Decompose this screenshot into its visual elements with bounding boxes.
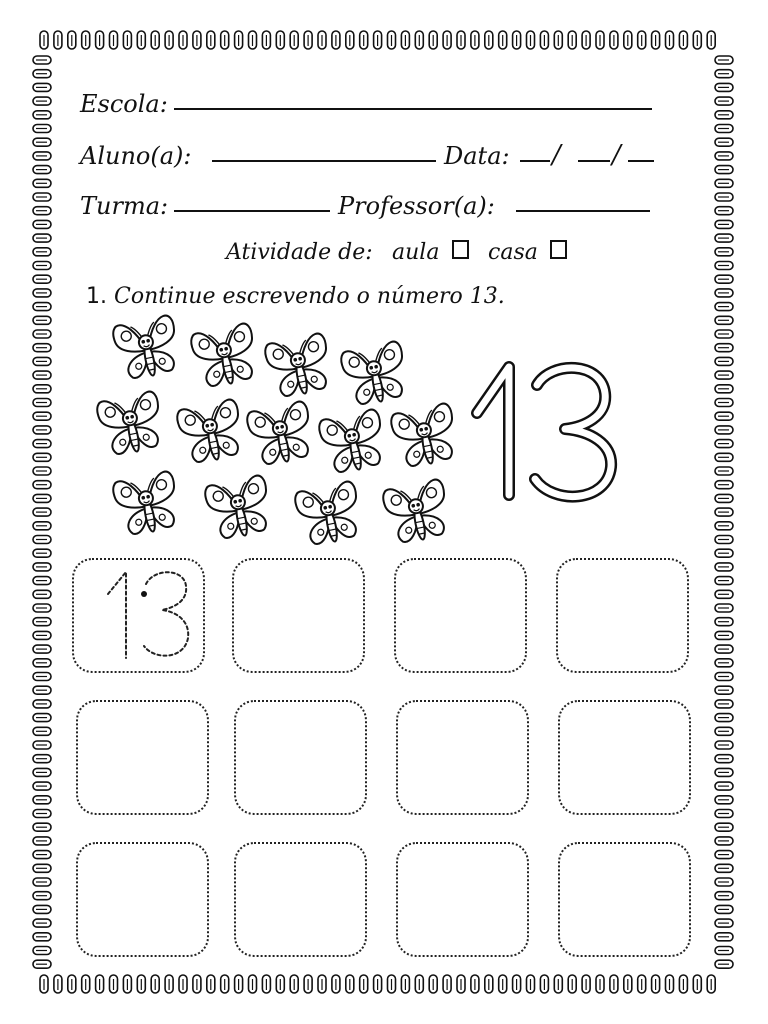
paperclip-icon bbox=[540, 31, 548, 49]
paperclip-icon bbox=[33, 138, 51, 146]
paperclip-icon bbox=[715, 947, 733, 955]
paperclip-icon bbox=[715, 494, 733, 502]
paperclip-icon bbox=[33, 303, 51, 311]
paperclip-icon bbox=[715, 796, 733, 804]
paperclip-icon bbox=[715, 97, 733, 105]
paperclip-icon bbox=[33, 83, 51, 91]
paperclip-icon bbox=[33, 590, 51, 598]
school-line[interactable] bbox=[174, 108, 652, 110]
paperclip-icon bbox=[679, 975, 687, 993]
paperclip-icon bbox=[33, 604, 51, 612]
paperclip-icon bbox=[33, 152, 51, 160]
paperclip-icon bbox=[715, 631, 733, 639]
exercise-instruction bbox=[86, 284, 505, 309]
activity-option-class: aula bbox=[392, 240, 440, 265]
butterfly-icon bbox=[317, 408, 388, 476]
paperclip-icon bbox=[715, 289, 733, 297]
paperclip-icon bbox=[33, 919, 51, 927]
paperclip-icon bbox=[33, 467, 51, 475]
paperclip-icon bbox=[715, 563, 733, 571]
paperclip-icon bbox=[33, 179, 51, 187]
paperclip-icon bbox=[33, 823, 51, 831]
paperclip-icon bbox=[610, 31, 618, 49]
teacher-line[interactable] bbox=[516, 210, 650, 212]
paperclip-icon bbox=[346, 975, 354, 993]
paperclip-icon bbox=[596, 31, 604, 49]
paperclip-icon bbox=[715, 385, 733, 393]
paperclip-icon bbox=[68, 31, 76, 49]
paperclip-icon bbox=[715, 755, 733, 763]
paperclip-icon bbox=[715, 837, 733, 845]
paperclip-icon bbox=[33, 810, 51, 818]
paperclip-icon bbox=[715, 864, 733, 872]
paperclip-icon bbox=[96, 31, 104, 49]
exercise-number: 1. bbox=[86, 284, 107, 309]
paperclip-icon bbox=[715, 919, 733, 927]
paperclip-icon bbox=[652, 975, 660, 993]
paperclip-icon bbox=[471, 975, 479, 993]
paperclip-icon bbox=[221, 975, 229, 993]
paperclip-icon bbox=[715, 590, 733, 598]
paperclip-icon bbox=[318, 31, 326, 49]
trace-box-10[interactable] bbox=[234, 842, 367, 957]
paperclip-icon bbox=[715, 399, 733, 407]
paperclip-icon bbox=[33, 741, 51, 749]
paperclip-icon bbox=[276, 975, 284, 993]
paperclip-icon bbox=[332, 975, 340, 993]
paperclip-icon bbox=[179, 975, 187, 993]
paperclip-icon bbox=[568, 975, 576, 993]
paperclip-icon bbox=[443, 975, 451, 993]
paperclip-icon bbox=[388, 31, 396, 49]
paperclip-icon bbox=[33, 536, 51, 544]
paperclip-icon bbox=[715, 481, 733, 489]
paperclip-icon bbox=[262, 31, 270, 49]
paperclip-icon bbox=[33, 618, 51, 626]
paperclip-icon bbox=[33, 262, 51, 270]
butterfly-icon bbox=[293, 480, 364, 548]
paperclip-icon bbox=[33, 905, 51, 913]
paperclip-icon bbox=[33, 549, 51, 557]
paperclip-icon bbox=[715, 207, 733, 215]
paperclip-icon bbox=[33, 385, 51, 393]
paperclip-icon bbox=[715, 453, 733, 461]
paperclip-icon bbox=[33, 56, 51, 64]
trace-box-11[interactable] bbox=[396, 842, 529, 957]
paperclip-icon bbox=[137, 975, 145, 993]
paperclip-icon bbox=[235, 975, 243, 993]
paperclip-icon bbox=[360, 975, 368, 993]
paperclip-icon bbox=[443, 31, 451, 49]
date-label: Data: bbox=[444, 142, 510, 170]
paperclip-icon bbox=[33, 426, 51, 434]
paperclip-icon bbox=[82, 31, 90, 49]
trace-box-3[interactable] bbox=[394, 558, 527, 673]
paperclip-icon bbox=[415, 975, 423, 993]
paperclip-icon bbox=[33, 851, 51, 859]
trace-box-6[interactable] bbox=[234, 700, 367, 815]
paperclip-icon bbox=[33, 659, 51, 667]
date-slash-2: / bbox=[612, 140, 621, 170]
teacher-label: Professor(a): bbox=[338, 192, 495, 220]
paperclip-icon bbox=[429, 975, 437, 993]
paperclip-icon bbox=[715, 768, 733, 776]
paperclip-icon bbox=[638, 31, 646, 49]
paperclip-icon bbox=[110, 31, 118, 49]
paperclip-icon bbox=[33, 755, 51, 763]
paperclip-icon bbox=[33, 878, 51, 886]
paperclip-icon bbox=[33, 316, 51, 324]
paperclip-icon bbox=[715, 549, 733, 557]
paperclip-icon bbox=[33, 960, 51, 968]
butterfly-icon bbox=[111, 314, 182, 382]
paperclip-icon bbox=[33, 193, 51, 201]
paperclip-icon bbox=[33, 125, 51, 133]
paperclip-icon bbox=[715, 152, 733, 160]
paperclip-icon bbox=[33, 782, 51, 790]
paperclip-icon bbox=[165, 975, 173, 993]
paperclip-icon bbox=[715, 440, 733, 448]
paperclip-icon bbox=[110, 975, 118, 993]
paperclip-icon bbox=[318, 975, 326, 993]
paperclip-icon bbox=[715, 673, 733, 681]
activity-home-checkbox[interactable] bbox=[550, 240, 567, 259]
paperclip-icon bbox=[624, 31, 632, 49]
paperclip-icon bbox=[652, 31, 660, 49]
paperclip-icon bbox=[123, 975, 131, 993]
butterfly-icon bbox=[389, 402, 460, 470]
paperclip-icon bbox=[33, 727, 51, 735]
trace-box-4[interactable] bbox=[556, 558, 689, 673]
paperclip-icon bbox=[33, 234, 51, 242]
paperclip-icon bbox=[715, 508, 733, 516]
trace-box-1[interactable] bbox=[72, 558, 205, 673]
paperclip-icon bbox=[33, 97, 51, 105]
paperclip-icon bbox=[33, 645, 51, 653]
paperclip-icon bbox=[485, 31, 493, 49]
paperclip-icon bbox=[33, 673, 51, 681]
paperclip-icon bbox=[540, 975, 548, 993]
butterfly-group bbox=[90, 310, 470, 560]
paperclip-icon bbox=[332, 31, 340, 49]
paperclip-icon bbox=[33, 357, 51, 365]
paperclip-icon bbox=[33, 275, 51, 283]
paperclip-icon bbox=[249, 975, 257, 993]
butterfly-icon bbox=[175, 398, 246, 466]
paperclip-icon bbox=[715, 234, 733, 242]
paperclip-icon bbox=[527, 975, 535, 993]
paperclip-icon bbox=[715, 714, 733, 722]
paperclip-icon bbox=[715, 56, 733, 64]
butterfly-icon bbox=[189, 322, 260, 390]
paperclip-icon bbox=[499, 31, 507, 49]
paperclip-icon bbox=[679, 31, 687, 49]
paperclip-icon bbox=[554, 975, 562, 993]
paperclip-icon bbox=[715, 522, 733, 530]
paperclip-icon bbox=[33, 220, 51, 228]
paperclip-icon bbox=[715, 823, 733, 831]
paperclip-icon bbox=[40, 31, 48, 49]
paperclip-icon bbox=[33, 453, 51, 461]
paperclip-icon bbox=[33, 289, 51, 297]
school-label: Escola: bbox=[80, 90, 168, 118]
paperclip-icon bbox=[193, 975, 201, 993]
paperclip-icon bbox=[221, 31, 229, 49]
paperclip-icon bbox=[54, 31, 62, 49]
paperclip-icon bbox=[666, 975, 674, 993]
paperclip-icon bbox=[715, 700, 733, 708]
activity-class-checkbox[interactable] bbox=[452, 240, 469, 259]
paperclip-icon bbox=[360, 31, 368, 49]
paperclip-icon bbox=[715, 248, 733, 256]
paperclip-icon bbox=[707, 975, 715, 993]
paperclip-icon bbox=[33, 577, 51, 585]
paperclip-icon bbox=[68, 975, 76, 993]
paperclip-icon bbox=[715, 275, 733, 283]
paperclip-icon bbox=[33, 248, 51, 256]
paperclip-icon bbox=[715, 604, 733, 612]
paperclip-icon bbox=[33, 837, 51, 845]
paperclip-icon bbox=[388, 975, 396, 993]
paperclip-icon bbox=[33, 686, 51, 694]
paperclip-icon bbox=[624, 975, 632, 993]
paperclip-icon bbox=[54, 975, 62, 993]
paperclip-icon bbox=[137, 31, 145, 49]
trace-box-2[interactable] bbox=[232, 558, 365, 673]
paperclip-icon bbox=[715, 412, 733, 420]
paperclip-icon bbox=[151, 975, 159, 993]
butterfly-icon bbox=[95, 390, 166, 458]
paperclip-icon bbox=[33, 494, 51, 502]
paperclip-icon bbox=[290, 975, 298, 993]
paperclip-icon bbox=[715, 111, 733, 119]
paperclip-icon bbox=[715, 70, 733, 78]
paperclip-icon bbox=[715, 138, 733, 146]
paperclip-icon bbox=[33, 631, 51, 639]
paperclip-icon bbox=[715, 905, 733, 913]
paperclip-icon bbox=[707, 31, 715, 49]
paperclip-icon bbox=[715, 220, 733, 228]
paperclip-icon bbox=[415, 31, 423, 49]
trace-box-8[interactable] bbox=[558, 700, 691, 815]
paperclip-icon bbox=[596, 975, 604, 993]
paperclip-icon bbox=[582, 975, 590, 993]
paperclip-icon bbox=[693, 31, 701, 49]
paperclip-icon bbox=[715, 782, 733, 790]
paperclip-icon bbox=[715, 125, 733, 133]
paperclip-icon bbox=[33, 563, 51, 571]
paperclip-icon bbox=[249, 31, 257, 49]
paperclip-icon bbox=[304, 975, 312, 993]
paperclip-icon bbox=[429, 31, 437, 49]
paperclip-icon bbox=[715, 810, 733, 818]
paperclip-icon bbox=[513, 975, 521, 993]
paperclip-icon bbox=[610, 975, 618, 993]
activity-label: Atividade de: bbox=[226, 240, 373, 265]
paperclip-icon bbox=[513, 31, 521, 49]
class-label: Turma: bbox=[80, 192, 169, 220]
paperclip-icon bbox=[33, 522, 51, 530]
paperclip-icon bbox=[715, 933, 733, 941]
paperclip-icon bbox=[33, 70, 51, 78]
paperclip-icon bbox=[715, 357, 733, 365]
paperclip-icon bbox=[715, 262, 733, 270]
paperclip-icon bbox=[33, 399, 51, 407]
paperclip-icon bbox=[715, 960, 733, 968]
student-line[interactable] bbox=[212, 160, 436, 162]
paperclip-icon bbox=[485, 975, 493, 993]
paperclip-icon bbox=[33, 947, 51, 955]
paperclip-icon bbox=[151, 31, 159, 49]
paperclip-icon bbox=[582, 31, 590, 49]
paperclip-icon bbox=[33, 796, 51, 804]
paperclip-icon bbox=[401, 31, 409, 49]
paperclip-icon bbox=[715, 727, 733, 735]
paperclip-icon bbox=[568, 31, 576, 49]
paperclip-icon bbox=[290, 31, 298, 49]
paperclip-icon bbox=[499, 975, 507, 993]
paperclip-icon bbox=[33, 933, 51, 941]
date-slash-1: / bbox=[552, 140, 561, 170]
paperclip-icon bbox=[33, 714, 51, 722]
paperclip-icon bbox=[165, 31, 173, 49]
paperclip-icon bbox=[235, 31, 243, 49]
paperclip-icon bbox=[33, 440, 51, 448]
paperclip-icon bbox=[715, 741, 733, 749]
paperclip-icon bbox=[33, 864, 51, 872]
paperclip-icon bbox=[179, 31, 187, 49]
paperclip-icon bbox=[715, 166, 733, 174]
paperclip-icon bbox=[715, 659, 733, 667]
date-day-line[interactable] bbox=[520, 160, 550, 162]
butterfly-icon bbox=[245, 400, 316, 468]
paperclip-icon bbox=[471, 31, 479, 49]
paperclip-icon bbox=[715, 851, 733, 859]
paperclip-icon bbox=[527, 31, 535, 49]
paperclip-icon bbox=[193, 31, 201, 49]
paperclip-icon bbox=[33, 166, 51, 174]
paperclip-icon bbox=[638, 975, 646, 993]
paperclip-icon bbox=[40, 975, 48, 993]
paperclip-icon bbox=[33, 111, 51, 119]
paperclip-icon bbox=[666, 31, 674, 49]
paperclip-icon bbox=[33, 207, 51, 215]
paperclip-icon bbox=[715, 193, 733, 201]
butterfly-icon bbox=[339, 340, 410, 408]
paperclip-icon bbox=[457, 31, 465, 49]
paperclip-icon bbox=[715, 645, 733, 653]
paperclip-icon bbox=[715, 686, 733, 694]
featured-number-13 bbox=[465, 355, 625, 510]
date-year-line[interactable] bbox=[628, 160, 654, 162]
paperclip-icon bbox=[276, 31, 284, 49]
paperclip-icon bbox=[33, 481, 51, 489]
paperclip-icon bbox=[715, 467, 733, 475]
paperclip-icon bbox=[304, 31, 312, 49]
paperclip-icon bbox=[374, 975, 382, 993]
paperclip-icon bbox=[33, 371, 51, 379]
paperclip-icon bbox=[33, 330, 51, 338]
paperclip-icon bbox=[82, 975, 90, 993]
paperclip-icon bbox=[33, 508, 51, 516]
trace-box-9[interactable] bbox=[76, 842, 209, 957]
butterfly-icon bbox=[263, 332, 334, 400]
class-line[interactable] bbox=[174, 210, 330, 212]
paperclip-icon bbox=[715, 892, 733, 900]
paperclip-icon bbox=[401, 975, 409, 993]
traced-number-13 bbox=[74, 560, 203, 671]
paperclip-icon bbox=[457, 975, 465, 993]
butterfly-icon bbox=[111, 470, 182, 538]
student-label: Aluno(a): bbox=[80, 142, 192, 170]
date-month-line[interactable] bbox=[578, 160, 610, 162]
paperclip-icon bbox=[715, 303, 733, 311]
paperclip-icon bbox=[715, 179, 733, 187]
paperclip-icon bbox=[715, 878, 733, 886]
paperclip-icon bbox=[554, 31, 562, 49]
paperclip-icon bbox=[715, 344, 733, 352]
paperclip-icon bbox=[262, 975, 270, 993]
paperclip-icon bbox=[207, 975, 215, 993]
paperclip-icon bbox=[715, 330, 733, 338]
paperclip-icon bbox=[33, 892, 51, 900]
paperclip-icon bbox=[715, 426, 733, 434]
paperclip-icon bbox=[374, 31, 382, 49]
paperclip-icon bbox=[33, 700, 51, 708]
paperclip-icon bbox=[123, 31, 131, 49]
paperclip-icon bbox=[33, 344, 51, 352]
paperclip-icon bbox=[715, 83, 733, 91]
activity-option-home: casa bbox=[488, 240, 538, 265]
paperclip-icon bbox=[33, 768, 51, 776]
paperclip-icon bbox=[693, 975, 701, 993]
trace-box-7[interactable] bbox=[396, 700, 529, 815]
trace-box-5[interactable] bbox=[76, 700, 209, 815]
butterfly-icon bbox=[203, 474, 274, 542]
paperclip-icon bbox=[715, 577, 733, 585]
paperclip-icon bbox=[207, 31, 215, 49]
paperclip-icon bbox=[96, 975, 104, 993]
paperclip-icon bbox=[715, 316, 733, 324]
paperclip-icon bbox=[33, 412, 51, 420]
paperclip-icon bbox=[715, 536, 733, 544]
butterfly-icon bbox=[381, 478, 452, 546]
paperclip-icon bbox=[715, 618, 733, 626]
trace-box-12[interactable] bbox=[558, 842, 691, 957]
paperclip-icon bbox=[715, 371, 733, 379]
exercise-text: Continue escrevendo o número 13. bbox=[114, 284, 505, 309]
paperclip-icon bbox=[346, 31, 354, 49]
